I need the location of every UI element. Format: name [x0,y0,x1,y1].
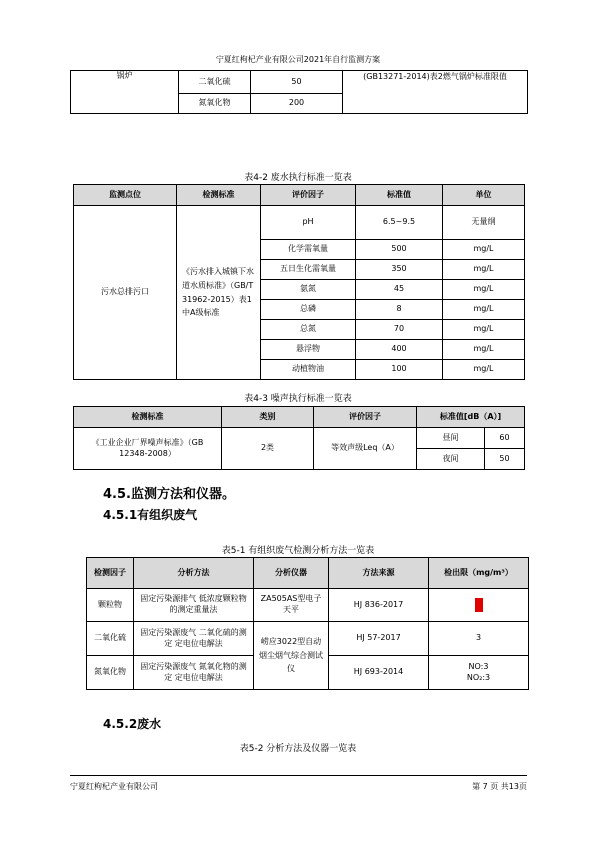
column-header: 监测点位 [74,185,177,206]
footer-page-number: 第 7 页 共13页 [472,782,527,791]
table-cell: 等效声级Leq（A） [314,428,417,470]
table-row [87,622,529,656]
subsection-heading: 4.5.1有组织废气 [103,508,198,522]
table-caption: 表4-3 噪声执行标准一览表 [244,394,352,404]
table-header-row [74,407,525,428]
table-cell: 固定污染源废气 氮氧化物的测定 定电位电解法 [134,656,254,690]
table-cell: 氨氮 [261,280,356,300]
table-cell: mg/L [443,320,525,340]
column-header: 检测因子 [87,558,134,589]
table-cell [429,589,529,622]
footer-company: 宁夏红枸杞产业有限公司 [70,782,158,791]
limit-no2: NO₂:3 [466,672,491,682]
limit-no: NO:3 [468,661,489,671]
table-cell: mg/L [443,260,525,280]
table-cell: mg/L [443,340,525,360]
table-row [71,71,528,94]
footer-divider [70,775,527,776]
column-header: 评价因子 [314,407,417,428]
table-cell: 总氮 [261,320,356,340]
table-cell: 总磷 [261,300,356,320]
table-cell: 化学需氧量 [261,240,356,260]
table-row [74,206,525,240]
table-cell: 50 [485,449,525,470]
table-cell: 50 [251,71,343,94]
table-cell: 昼间 [417,428,485,449]
table-cell: HJ 836-2017 [329,589,429,622]
page-header: 宁夏红枸杞产业有限公司2021年自行监测方案 [215,55,381,64]
table-cell: 崂应3022型自动烟尘烟气综合测试仪 [254,622,329,690]
column-header: 检测标准 [74,407,222,428]
noise-standard-table [73,406,525,470]
column-header: 分析方法 [134,558,254,589]
table-cell: 二氧化硫 [87,622,134,656]
column-header: 检测标准 [177,185,261,206]
table-cell: pH [261,206,356,240]
table-cell: 8 [356,300,443,320]
table-cell: 60 [485,428,525,449]
table-cell: 200 [251,94,343,114]
table-caption: 表4-2 废水执行标准一览表 [244,173,352,183]
table-cell: 45 [356,280,443,300]
table-cell: (GB13271-2014)表2燃气锅炉标准限值 [343,71,528,114]
table-cell: 氮氧化物 [179,94,251,114]
column-header: 单位 [443,185,525,206]
redaction-mark [475,598,483,612]
table-cell: 70 [356,320,443,340]
boiler-standard-table [70,70,528,114]
table-cell: mg/L [443,240,525,260]
table-row [87,589,529,622]
table-cell: HJ 57-2017 [329,622,429,656]
column-header: 标准值 [356,185,443,206]
table-header-row [74,185,525,206]
table-row [74,428,525,449]
table-cell: 2类 [222,428,314,470]
column-header: 分析仪器 [254,558,329,589]
table-cell: 夜间 [417,449,485,470]
table-cell: 《污水排入城镇下水道水质标准》（GB/T 31962-2015）表1中A级标准 [177,206,261,380]
table-caption: 表5-2 分析方法及仪器一览表 [239,744,357,754]
table-cell: 100 [356,360,443,380]
table-cell: 350 [356,260,443,280]
table-cell [429,656,529,690]
section-heading: 4.5.监测方法和仪器。 [103,487,235,502]
subsection-heading: 4.5.2废水 [103,717,162,731]
table-cell: 固定污染源排气 低浓度颗粒物的测定重量法 [134,589,254,622]
table-cell: 五日生化需氧量 [261,260,356,280]
column-header: 评价因子 [261,185,356,206]
table-caption: 表5-1 有组织废气检测分析方法一览表 [221,546,375,556]
table-cell: 6.5~9.5 [356,206,443,240]
table-cell: 二氧化硫 [179,71,251,94]
table-cell: 悬浮物 [261,340,356,360]
table-cell: 500 [356,240,443,260]
table-cell: 固定污染源废气 二氧化硫的测定 定电位电解法 [134,622,254,656]
table-header-row [87,558,529,589]
table-cell: mg/L [443,360,525,380]
table-cell: 颗粒物 [87,589,134,622]
table-cell: 400 [356,340,443,360]
column-header: 类别 [222,407,314,428]
table-cell: 《工业企业厂界噪声标准》（GB 12348-2008） [74,428,222,470]
table-cell: mg/L [443,280,525,300]
table-cell: HJ 693-2014 [329,656,429,690]
table-cell: 3 [429,622,529,656]
table-cell: 无量纲 [443,206,525,240]
table-cell: ZA505AS型电子天平 [254,589,329,622]
column-header: 方法来源 [329,558,429,589]
column-header: 标准值[dB（A）] [417,407,525,428]
table-cell: 氮氧化物 [87,656,134,690]
wastewater-standard-table [73,184,525,380]
column-header: 检出限（mg/m³） [429,558,529,589]
table-cell: 锅炉 [71,71,179,114]
table-cell: mg/L [443,300,525,320]
table-cell: 污水总排污口 [74,206,177,380]
exhaust-method-table [86,557,529,690]
table-cell: 动植物油 [261,360,356,380]
